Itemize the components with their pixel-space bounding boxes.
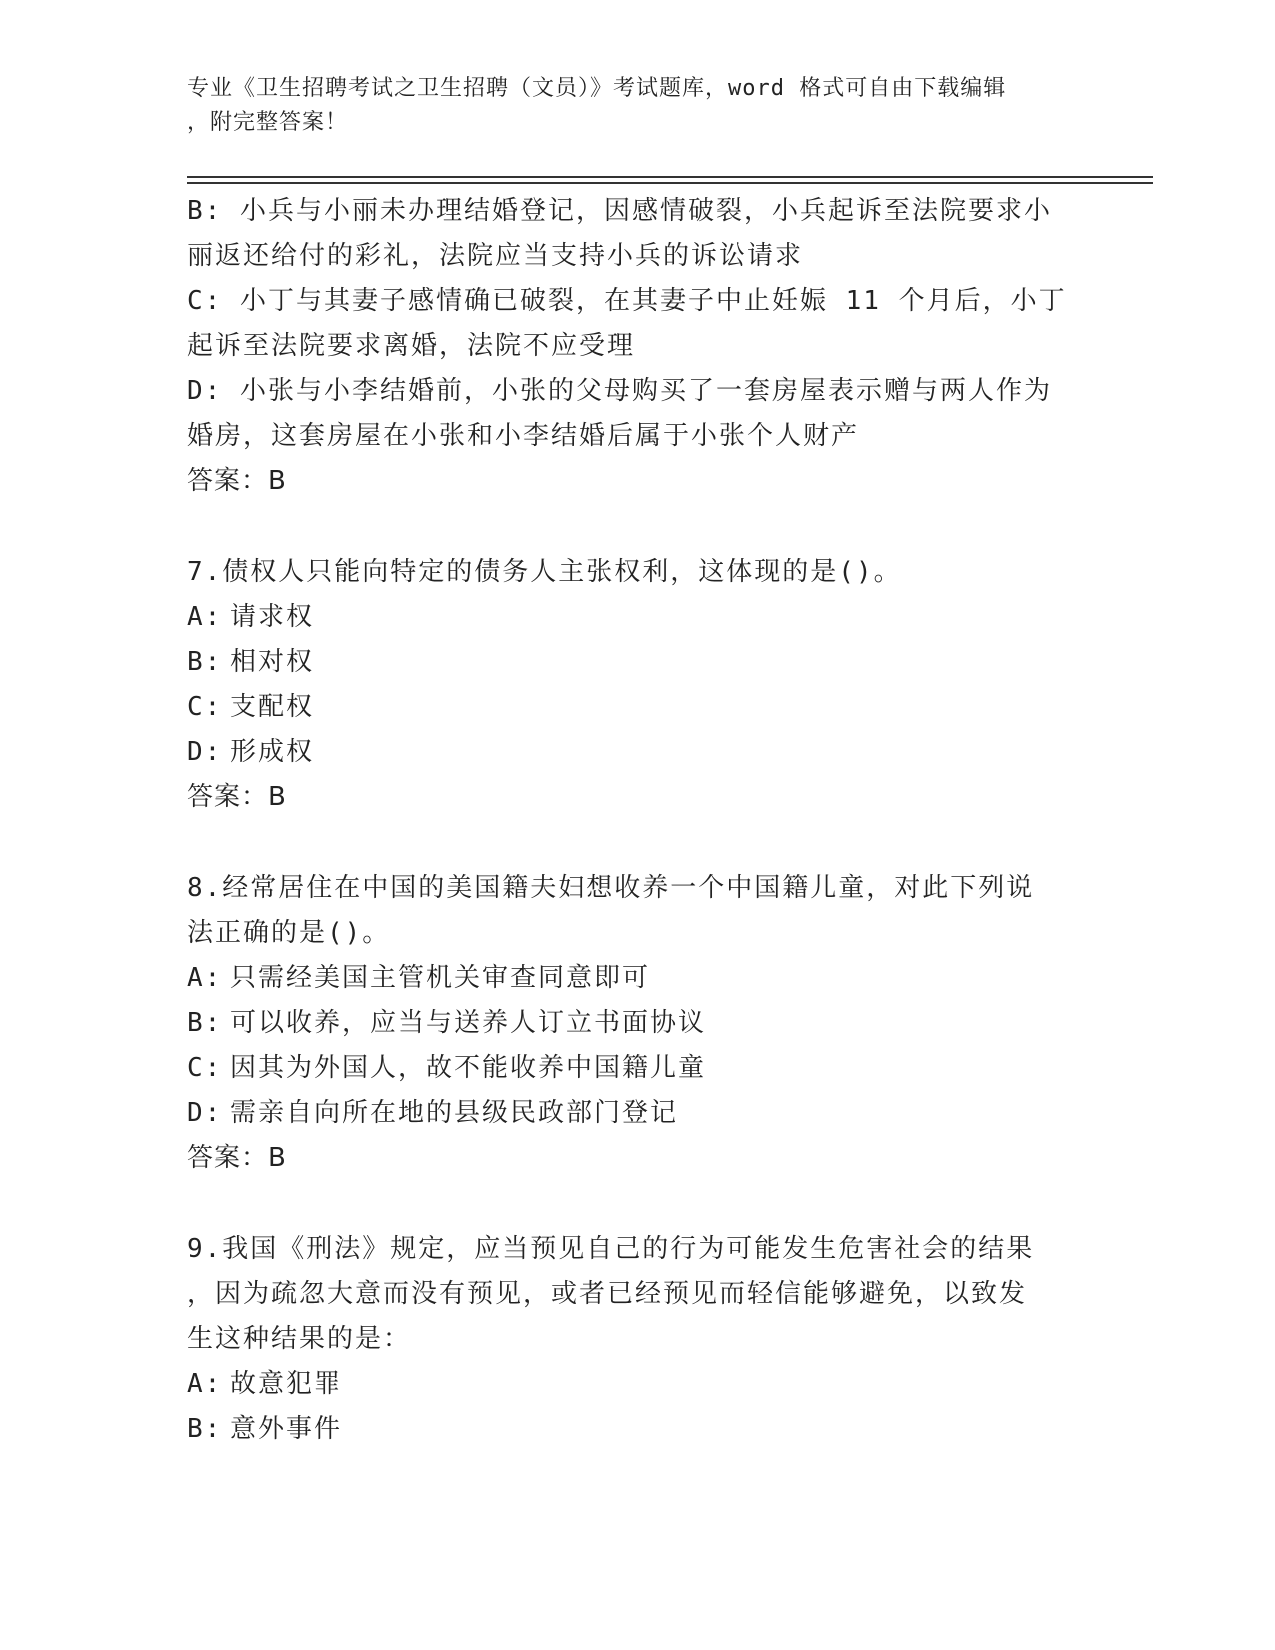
option-b <box>187 189 1087 279</box>
question-7 <box>187 550 1087 820</box>
option-label: B: <box>187 196 223 226</box>
question-8 <box>187 866 1087 1181</box>
spacer <box>187 504 1087 550</box>
question-text-line2: 法正确的是()。 <box>187 918 391 948</box>
question-text-line3: 生这种结果的是： <box>187 1324 412 1354</box>
option-text: 小丁与其妻子感情确已破裂，在其妻子中止妊娠 11 个月后，小丁 <box>239 286 1067 316</box>
option-a <box>187 956 1087 1001</box>
header-title-line1: 专业《卫生招聘考试之卫生招聘（文员）》考试题库，word 格式可自由下载编辑 <box>187 76 1007 101</box>
option-text: 可以收养，应当与送养人订立书面协议 <box>230 1008 707 1038</box>
option-text: 意外事件 <box>230 1414 343 1444</box>
option-c <box>187 1046 1087 1091</box>
question-6-continued <box>187 189 1087 504</box>
option-text-cont: 起诉至法院要求离婚，法院不应受理 <box>187 331 636 361</box>
option-text: 请求权 <box>230 602 315 632</box>
option-label: A: <box>187 1369 223 1399</box>
question-text: 7.债权人只能向特定的债务人主张权利，这体现的是()。 <box>187 557 902 587</box>
option-label: A: <box>187 963 223 993</box>
question-text-line2: ，因为疏忽大意而没有预见，或者已经预见而轻信能够避免，以致发 <box>187 1279 1028 1309</box>
document-header <box>187 72 1067 140</box>
option-label: D: <box>187 737 223 767</box>
option-label: C: <box>187 1053 223 1083</box>
option-label: B: <box>187 1414 223 1444</box>
header-divider-top <box>187 176 1153 178</box>
header-title-line2: ，附完整答案！ <box>187 110 349 135</box>
option-label: B: <box>187 647 223 677</box>
header-divider-bottom <box>187 182 1153 184</box>
question-text-line1: 8.经常居住在中国的美国籍夫妇想收养一个中国籍儿童，对此下列说 <box>187 873 1035 903</box>
option-a <box>187 595 1087 640</box>
option-d <box>187 730 1087 775</box>
option-text-cont: 婚房，这套房屋在小张和小李结婚后属于小张个人财产 <box>187 421 860 451</box>
option-label: B: <box>187 1008 223 1038</box>
option-a <box>187 1362 1087 1407</box>
spacer <box>187 820 1087 866</box>
option-c <box>187 685 1087 730</box>
option-label: D: <box>187 1098 223 1128</box>
option-label: A: <box>187 602 223 632</box>
option-text: 小张与小李结婚前，小张的父母购买了一套房屋表示赠与两人作为 <box>239 376 1052 406</box>
option-text: 因其为外国人，故不能收养中国籍儿童 <box>230 1053 707 1083</box>
option-text: 相对权 <box>230 647 315 677</box>
option-label: C: <box>187 286 223 316</box>
option-b <box>187 640 1087 685</box>
option-label: C: <box>187 692 223 722</box>
option-b <box>187 1001 1087 1046</box>
option-d <box>187 369 1087 459</box>
answer: 答案：B <box>187 466 287 496</box>
question-9 <box>187 1227 1087 1452</box>
option-text: 需亲自向所在地的县级民政部门登记 <box>230 1098 679 1128</box>
option-text: 形成权 <box>230 737 315 767</box>
option-c <box>187 279 1087 369</box>
answer: 答案：B <box>187 782 287 812</box>
question-content <box>187 189 1087 1452</box>
option-text: 只需经美国主管机关审查同意即可 <box>230 963 651 993</box>
question-text-line1: 9.我国《刑法》规定，应当预见自己的行为可能发生危害社会的结果 <box>187 1234 1035 1264</box>
answer: 答案：B <box>187 1143 287 1173</box>
option-text-cont: 丽返还给付的彩礼，法院应当支持小兵的诉讼请求 <box>187 241 804 271</box>
option-text: 支配权 <box>230 692 315 722</box>
option-b <box>187 1407 1087 1452</box>
spacer <box>187 1181 1087 1227</box>
option-text: 故意犯罪 <box>230 1369 343 1399</box>
option-label: D: <box>187 376 223 406</box>
option-d <box>187 1091 1087 1136</box>
option-text: 小兵与小丽未办理结婚登记，因感情破裂，小兵起诉至法院要求小 <box>239 196 1052 226</box>
